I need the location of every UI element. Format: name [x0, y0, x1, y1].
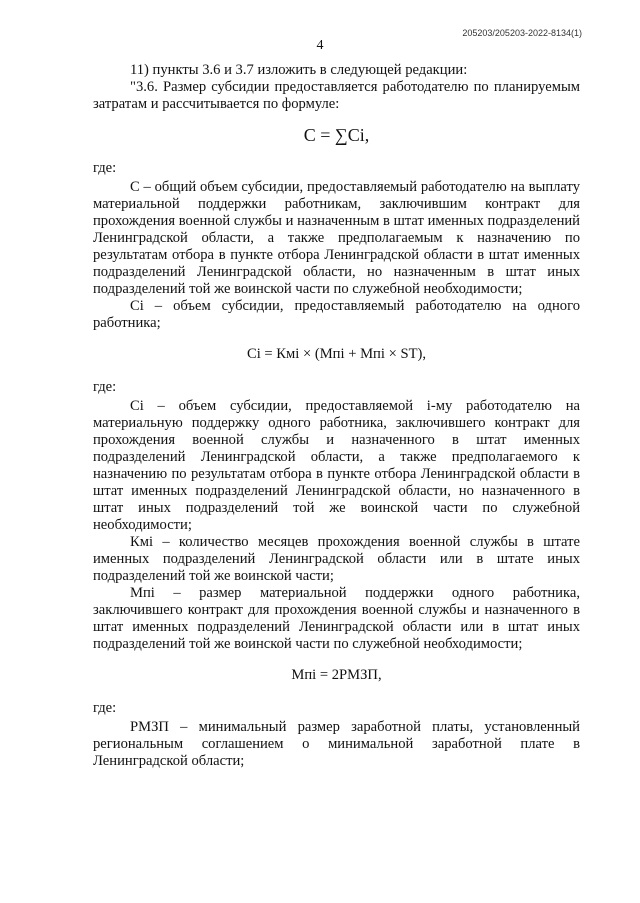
formula-mpi: Мпi = 2РМЗП,: [291, 667, 382, 683]
document-id: 205203/205203-2022-8134(1): [462, 28, 582, 38]
document-body: [93, 62, 580, 770]
definition-ci-detailed: Ci – объем субсидии, предоставляемой i-му работодателю на материальную поддержку одного работника, заключившего контракт для прохождения военной службы и назначенного в штат именных подразделений Ленинградской области, а также предполагаемого к назначению по результатам отбора в пункте отбора Ленинградской области в штат именных подразделений Ленинградской области, но назначенного в штат иных подразделений той же воинской части по служебной необходимости;: [93, 398, 580, 533]
where-label: где:: [93, 160, 117, 176]
formula-total-subsidy: C = ∑Ci,: [303, 125, 370, 145]
paragraph-3-6: "3.6. Размер субсидии предоставляется работодателю по планируемым затратам и рассчитывается по формуле:: [93, 79, 580, 112]
definition-rmzp: РМЗП – минимальный размер заработной платы, установленный региональным соглашением о минимальной заработной плате в Ленинградской области;: [93, 719, 580, 769]
definition-c: C – общий объем субсидии, предоставляемый работодателю на выплату материальной поддержки работникам, заключившим контракт для прохождения военной службы и назначенным в штат именных подразделений Ленинградской области, а также предполагаемым к назначению по результатам отбора в пункте отбора Ленинградской области в штат именных подразделений Ленинградской области, но назначенным в штат иных подразделений той же воинской части по служебной необходимости;: [93, 179, 580, 297]
formula-ci: Ci = Кмi × (Мпi + Мпi × ST),: [246, 346, 426, 362]
definition-kmi: Кмi – количество месяцев прохождения военной службы в штате именных подразделений Ленинградской области или в штате иных подразделений той же воинской части;: [93, 534, 580, 584]
definition-mpi: Мпi – размер материальной поддержки одного работника, заключившего контракт для прохождения военной службы и назначенного в штат именных подразделений Ленинградской области или в штат иных подразделений той же воинской части по служебной необходимости;: [93, 585, 580, 652]
definition-ci: Ci – объем субсидии, предоставляемый работодателю на одного работника;: [93, 298, 580, 331]
paragraph-amendment-intro: 11) пункты 3.6 и 3.7 изложить в следующей редакции:: [130, 62, 468, 78]
where-label: где:: [93, 379, 117, 395]
where-label: где:: [93, 700, 117, 716]
page-number: 4: [316, 38, 324, 53]
